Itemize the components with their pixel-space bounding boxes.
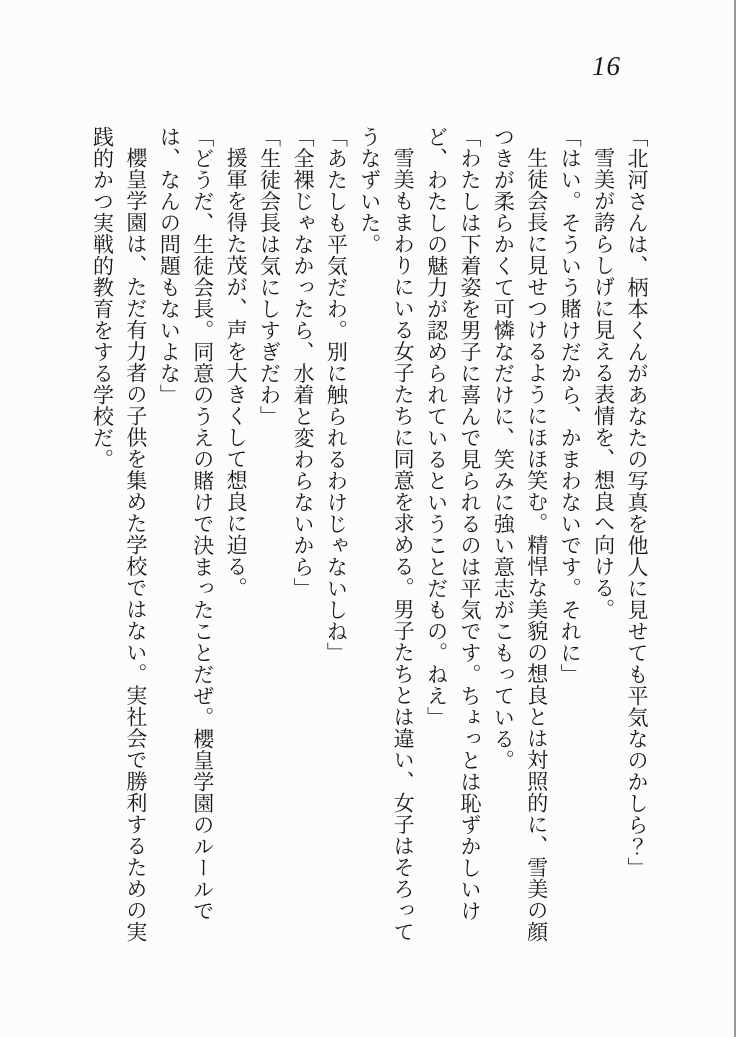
- paragraph-7: 「あたしも平気だわ。別に触られるわけじゃないしね」: [324, 126, 349, 664]
- paragraph-10: 援軍を得た茂が、声を大きくして想良に迫る。: [224, 147, 249, 599]
- paragraph-4: 生徒会長に見せつけるようにほほ笑む。精悍な美貌の想良とは対照的に、雪美の顔つきが柔らかくて可憐なだけに、笑みに強い意志がこもっている。: [491, 126, 549, 943]
- paragraph-6: 雪美もまわりにいる女子たちに同意を求める。男子たちとは違い、女子はそろってうなずいた。: [357, 126, 416, 943]
- paragraph-2: 雪美が誇らしげに見える表情を、想良へ向ける。: [591, 147, 616, 620]
- text-block: [85, 126, 653, 948]
- paragraph-3: 「はい。そういう賭けだから、かまわないです。それに」: [558, 126, 583, 685]
- paragraph-9: 「生徒会長は気にしすぎだわ」: [257, 126, 282, 427]
- page-number: 16: [592, 51, 621, 81]
- paragraph-5: 「わたしは下着姿を男子に喜んで見られるのは平気です。ちょっとは恥ずかしいけど、わたしの魅力が認められているということだもの。ねえ」: [424, 126, 482, 922]
- paragraph-12: 櫻皇学園は、ただ有力者の子供を集めた学校ではない。実社会で勝利するための実践的かつ実戦的教育をする学校だ。: [90, 126, 148, 943]
- paragraph-1: 「北河さんは、柄本くんがあなたの写真を他人に見せても平気なのかしら？」: [625, 126, 649, 879]
- paragraph-11: 「どうだ、生徒会長。同意のうえの賭けで決まったことだぜ。櫻皇学園のルールでは、なんの問題もないよな」: [157, 126, 215, 922]
- paragraph-8: 「全裸じゃなかったら、水着と変わらないから」: [290, 126, 315, 599]
